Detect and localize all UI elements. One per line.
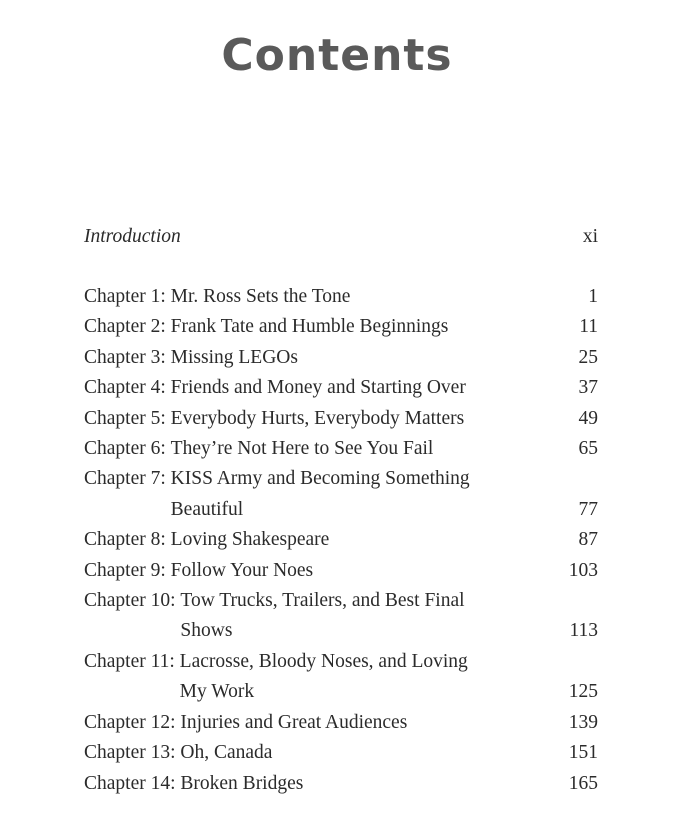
chapter-page-number: 37	[578, 377, 598, 399]
chapter-page-number: 49	[578, 407, 598, 429]
toc-entry-chapter-12[interactable]	[84, 708, 598, 738]
chapter-page-number: 113	[569, 620, 598, 642]
chapter-title: Friends and Money and Starting Over	[170, 377, 466, 399]
chapter-number: Chapter 7:	[84, 468, 171, 490]
toc-entry-chapter-2[interactable]	[84, 312, 598, 342]
chapter-number: Chapter 9:	[84, 559, 171, 581]
chapter-title: Broken Bridges	[180, 772, 304, 794]
chapter-title: Follow Your Noes	[170, 559, 314, 581]
chapter-title: Everybody Hurts, Everybody Matters	[170, 407, 465, 429]
chapter-page-number: 103	[568, 559, 598, 581]
chapter-title: Mr. Ross Sets the Tone	[170, 286, 351, 307]
chapter-number: Chapter 6:	[84, 438, 171, 460]
toc-entry-introduction[interactable]	[84, 222, 598, 252]
chapter-number: Chapter 2:	[84, 316, 171, 338]
chapter-page-number: 1	[588, 286, 598, 307]
toc-entry-chapter-8[interactable]	[84, 525, 598, 555]
chapter-page-number: 77	[578, 498, 598, 520]
chapter-number: Chapter 11:	[84, 650, 180, 672]
chapter-page-number: 151	[568, 742, 598, 764]
introduction-label: Introduction	[84, 226, 181, 247]
toc-entry-chapter-7[interactable]	[84, 464, 598, 525]
chapter-page-number: 139	[568, 711, 598, 733]
toc-entry-chapter-6[interactable]	[84, 434, 598, 464]
chapter-number: Chapter 13:	[84, 742, 181, 764]
introduction-page-number: xi	[582, 226, 598, 247]
toc-entry-chapter-9[interactable]	[84, 556, 598, 586]
chapter-title: Tow Trucks, Trailers, and Best Final Shows	[180, 590, 465, 642]
chapter-page-number: 65	[578, 438, 598, 460]
chapter-number: Chapter 14:	[84, 772, 181, 794]
chapter-title: Injuries and Great Audiences	[180, 711, 408, 733]
toc-entry-chapter-1[interactable]	[84, 282, 598, 312]
chapter-title: Oh, Canada	[180, 742, 273, 764]
toc-entry-chapter-3[interactable]	[84, 343, 598, 373]
toc-entry-chapter-10[interactable]	[84, 586, 598, 647]
chapter-page-number: 25	[578, 346, 598, 368]
toc-entry-chapter-13[interactable]	[84, 738, 598, 768]
chapter-page-number: 87	[578, 529, 598, 551]
toc-entry-chapter-5[interactable]	[84, 404, 598, 434]
chapter-number: Chapter 8:	[84, 529, 171, 551]
chapter-page-number: 125	[568, 681, 598, 703]
toc-entry-chapter-11[interactable]	[84, 647, 598, 708]
toc-entry-chapter-4[interactable]	[84, 373, 598, 403]
chapter-number: Chapter 10:	[84, 590, 181, 612]
page-title: Contents	[221, 30, 453, 81]
chapter-title: KISS Army and Becoming Something Beautiful	[170, 468, 470, 520]
chapter-number: Chapter 5:	[84, 407, 171, 429]
chapter-title: They’re Not Here to See You Fail	[170, 438, 434, 460]
chapter-page-number: 165	[568, 772, 598, 794]
chapter-title: Lacrosse, Bloody Noses, and Loving My Work	[179, 650, 468, 703]
chapter-page-number: 11	[579, 316, 598, 338]
chapter-number: Chapter 4:	[84, 377, 171, 399]
chapter-title: Frank Tate and Humble Beginnings	[170, 316, 449, 338]
chapter-title: Missing LEGOs	[170, 346, 298, 368]
chapter-number: Chapter 12:	[84, 711, 181, 733]
toc-entry-chapter-14[interactable]	[84, 769, 598, 799]
chapter-number: Chapter 3:	[84, 346, 171, 368]
chapter-number: Chapter 1:	[84, 286, 171, 307]
chapter-title: Loving Shakespeare	[170, 529, 330, 551]
table-of-contents	[84, 222, 598, 799]
